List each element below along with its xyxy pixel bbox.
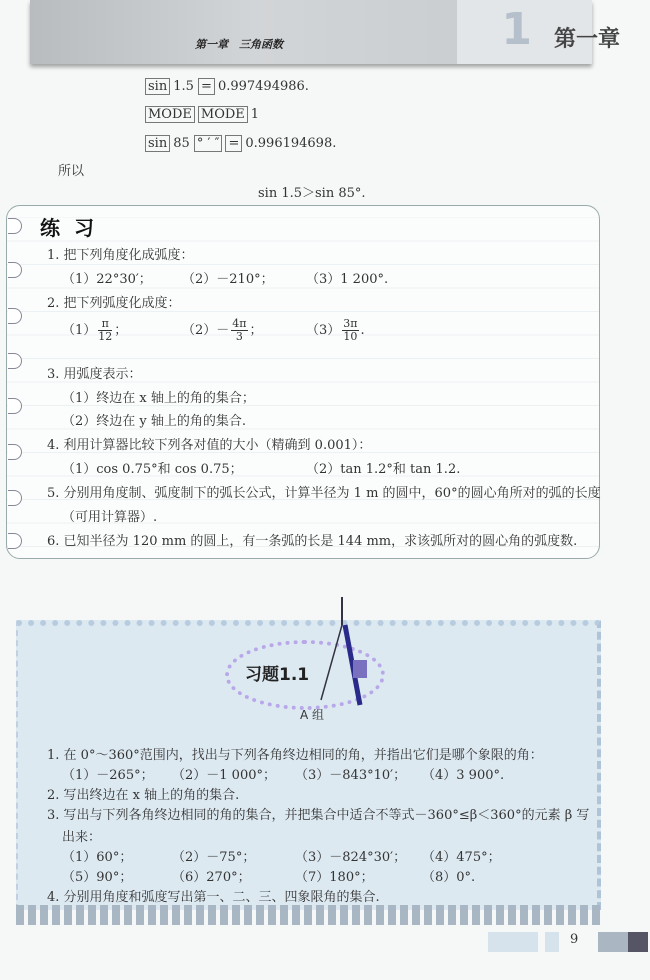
punct: ； xyxy=(249,323,263,338)
hw-q1-item: （2）－1 000°； xyxy=(172,768,276,783)
punct: . xyxy=(360,323,365,338)
practice-q5: 5. 分别用角度制、弧度制下的弧长公式，计算半径为 1 m 的圆中，60°的圆心角所对的弧的长度 xyxy=(47,486,601,501)
hw-q3-item: （2）－75°； xyxy=(172,850,256,865)
chapter-header-band xyxy=(30,0,592,64)
punct: ； xyxy=(114,323,128,338)
practice-title: 练习 xyxy=(40,216,108,240)
practice-q4: 4. 利用计算器比较下列各对值的大小（精确到 0.001）： xyxy=(47,438,372,453)
q4-item: （2）tan 1.2°和 tan 1.2. xyxy=(306,462,461,477)
fraction: $\frac{4\pi}{3}$ xyxy=(232,317,247,343)
practice-q5-cont: （可用计算器）. xyxy=(62,510,158,525)
homework-q1: 1. 在 0°～360°范围内，找出与下列各角终边相同的角，并指出它们是哪个象限的角： xyxy=(47,748,543,763)
compass-icon xyxy=(315,595,375,710)
hw-q3-item: （7）180°； xyxy=(295,870,374,885)
hw-q1-item: （3）－843°10′； xyxy=(295,768,407,783)
calc-key: = xyxy=(198,78,215,95)
practice-q1: 1. 把下列角度化成弧度： xyxy=(47,248,194,263)
item-label: （3） xyxy=(306,323,341,338)
hw-q3-item: （3）－824°30′； xyxy=(295,850,407,865)
calc-key: sin xyxy=(145,135,170,152)
q1-item: （1）22°30′； xyxy=(62,272,152,287)
footer-block xyxy=(598,932,628,952)
hw-q3-item: （5）90°； xyxy=(62,870,133,885)
item-label: （2） xyxy=(182,323,217,338)
calc-arg: 85 xyxy=(173,136,190,151)
calc-result: 0.996194698. xyxy=(245,136,337,151)
item-label: （1） xyxy=(62,323,97,338)
calc-line-3 xyxy=(145,135,336,152)
calc-arg: 1 xyxy=(250,107,260,122)
hw-q1-item: （1）－265°； xyxy=(62,768,154,783)
decorative-stripes xyxy=(16,905,601,925)
running-title: 第一章 三角函数 xyxy=(195,38,283,51)
group-label: A 组 xyxy=(300,708,325,722)
calc-key: sin xyxy=(145,78,170,95)
practice-q6: 6. 已知半径为 120 mm 的圆上，有一条弧的长是 144 mm，求该弧所对的圆心角的弧度数. xyxy=(47,534,578,549)
fraction: $\frac{\pi}{12}$ xyxy=(98,317,113,343)
page-number: 9 xyxy=(570,932,579,947)
hw-q3-item: （8）0°. xyxy=(422,870,476,885)
hw-q1-item: （4）3 900°. xyxy=(422,768,505,783)
q3-item: （2）终边在 y 轴上的角的集合. xyxy=(62,414,247,429)
hw-q3-item: （4）475°； xyxy=(422,850,501,865)
calc-arg: 1.5 xyxy=(173,79,194,94)
homework-q4: 4. 分别用角度和弧度写出第一、二、三、四象限角的集合. xyxy=(47,890,380,905)
footer-block xyxy=(488,932,538,952)
therefore-text: 所以 xyxy=(58,164,85,179)
calc-key: = xyxy=(225,135,242,152)
q4-item: （1）cos 0.75°和 cos 0.75； xyxy=(62,462,243,477)
chapter-label: 第一章 xyxy=(553,27,620,52)
calc-key: MODE xyxy=(145,106,195,123)
homework-q2: 2. 写出终边在 x 轴上的角的集合. xyxy=(47,788,240,803)
calc-line-2 xyxy=(145,106,259,123)
q2-item xyxy=(62,318,127,343)
footer-block xyxy=(628,932,648,952)
q3-item: （1）终边在 x 轴上的角的集合； xyxy=(62,391,255,406)
hw-q3-item: （6）270°； xyxy=(172,870,251,885)
conclusion-formula: sin 1.5＞sin 85°. xyxy=(258,186,366,201)
calc-result: 0.997494986. xyxy=(217,79,309,94)
homework-q3-cont: 出来： xyxy=(62,830,102,845)
q1-item: （3）1 200°. xyxy=(306,272,389,287)
calc-line-1 xyxy=(145,78,309,95)
hw-q3-item: （1）60°； xyxy=(62,850,133,865)
chapter-number: 1 xyxy=(501,4,532,55)
q2-item xyxy=(306,318,365,343)
homework-title: 习题1.1 xyxy=(245,665,310,685)
homework-q3: 3. 写出与下列各角终边相同的角的集合，并把集合中适合不等式－360°≤β＜360°的元素 β 写 xyxy=(47,808,590,823)
practice-q2: 2. 把下列弧度化成度： xyxy=(47,296,181,311)
calc-key: MODE xyxy=(198,106,248,123)
sign: － xyxy=(216,323,230,338)
fraction: $\frac{3\pi}{10}$ xyxy=(343,317,358,343)
q1-item: （2）－210°； xyxy=(182,272,274,287)
footer-block xyxy=(545,932,559,952)
practice-q3: 3. 用弧度表示： xyxy=(47,367,142,382)
q2-item xyxy=(182,318,263,343)
calc-key: ° ′ ″ xyxy=(194,135,223,152)
